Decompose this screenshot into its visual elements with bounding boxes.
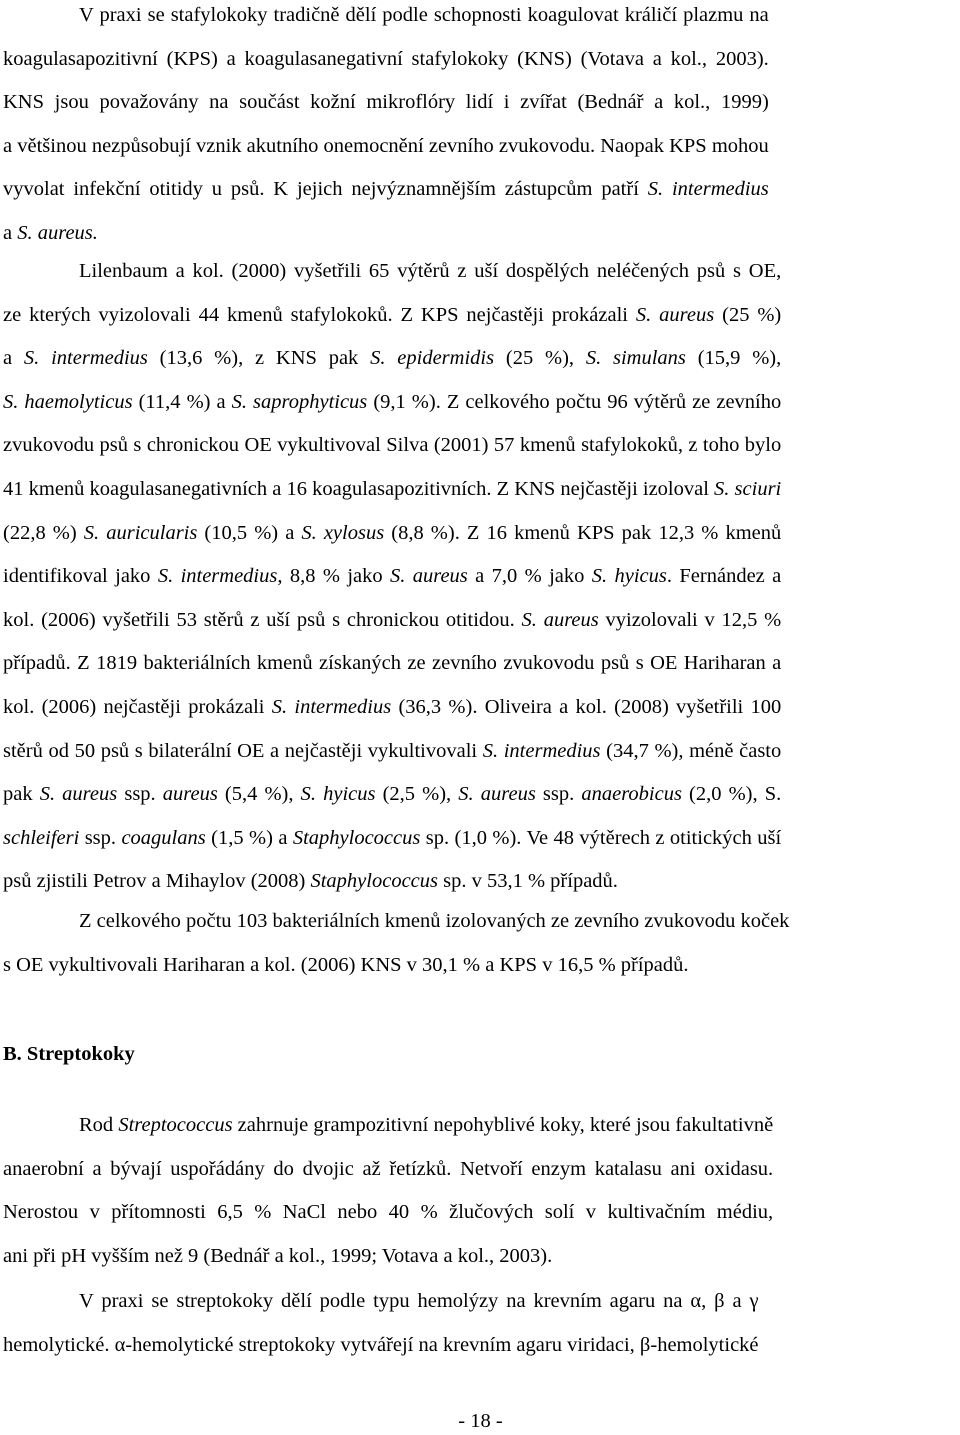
text-line: ani při pH vyšším než 9 (Bednář a kol., 1999; Votava a kol., 2003). — [3, 1244, 553, 1267]
text-line: vyvolat infekční otitidy u psů. K jejich nejvýznamnějším zástupcům patří S. intermedius — [3, 178, 769, 201]
text-line: s OE vykultivovali Hariharan a kol. (2006) KNS v 30,1 % a KPS v 16,5 % případů. — [3, 953, 689, 976]
text-line: Nerostou v přítomnosti 6,5 % NaCl nebo 40 % žlučových solí v kultivačním médiu, — [3, 1201, 774, 1224]
text-line: KNS jsou považovány na součást kožní mikroflóry lidí i zvířat (Bednář a kol., 1999) — [3, 91, 769, 114]
text-line: V praxi se streptokoky dělí podle typu hemolýzy na krevním agaru na α, β a γ — [79, 1290, 759, 1312]
text-line: Z celkového počtu 103 bakteriálních kmenů izolovaných ze zevního zvukovodu koček — [79, 910, 790, 932]
text-line: ze kterých vyizolovali 44 kmenů stafylokoků. Z KPS nejčastěji prokázali S. aureus (25 %) — [3, 303, 782, 326]
text-line: identifikoval jako S. intermedius, 8,8 % jako S. aureus a 7,0 % jako S. hyicus. Fernández a — [3, 565, 782, 588]
text-line: koagulasapozitivní (KPS) a koagulasanegativní stafylokoky (KNS) (Votava a kol., 2003). — [3, 47, 769, 70]
text-line: a S. aureus. — [3, 221, 98, 244]
text-line: zvukovodu psů s chronickou OE vykultivoval Silva (2001) 57 kmenů stafylokoků, z toho bylo — [3, 434, 782, 457]
text-line: a S. intermedius (13,6 %), z KNS pak S. epidermidis (25 %), S. simulans (15,9 %), — [3, 347, 782, 370]
text-line: kol. (2006) vyšetřili 53 stěrů z uší psů s chronickou otitidou. S. aureus vyizolovali v 12,5 % — [3, 608, 782, 631]
text-line: stěrů od 50 psů s bilaterální OE a nejčastěji vykultivovali S. intermedius (34,7 %), méně často — [3, 739, 782, 762]
text-line: anaerobní a bývají uspořádány do dvojic až řetízků. Netvoří enzym katalasu ani oxidasu. — [3, 1157, 774, 1180]
text-line: V praxi se stafylokoky tradičně dělí podle schopnosti koagulovat králičí plazmu na — [79, 4, 769, 26]
text-line: Rod Streptococcus zahrnuje grampozitivní nepohyblivé koky, které jsou fakultativně — [79, 1114, 774, 1136]
text-line: 41 kmenů koagulasanegativních a 16 koagulasapozitivních. Z KNS nejčastěji izoloval S. sciuri — [3, 477, 782, 500]
text-line: kol. (2006) nejčastěji prokázali S. intermedius (36,3 %). Oliveira a kol. (2008) vyšetřili 100 — [3, 695, 782, 718]
section-heading: B. Streptokoky — [3, 1043, 135, 1065]
paragraph-streptococcus-description — [3, 1104, 773, 1278]
page-number: - 18 - — [458, 1410, 503, 1432]
paragraph-streptococcus-hemolysis — [3, 1280, 759, 1367]
text-line: případů. Z 1819 bakteriálních kmenů získaných ze zevního zvukovodu psů s OE Hariharan a — [3, 652, 782, 675]
paragraph-staphylococci-classification — [3, 0, 769, 256]
paragraph-cats-otitis — [3, 900, 789, 987]
text-line: a většinou nezpůsobují vznik akutního onemocnění zevního zvukovodu. Naopak KPS mohou — [3, 134, 769, 157]
text-line: schleiferi ssp. coagulans (1,5 %) a Staphylococcus sp. (1,0 %). Ve 48 výtěrech z otitických uší — [3, 826, 782, 849]
text-line: Lilenbaum a kol. (2000) vyšetřili 65 výtěrů z uší dospělých neléčených psů s OE, — [79, 260, 782, 282]
text-line: S. haemolyticus (11,4 %) a S. saprophyticus (9,1 %). Z celkového počtu 96 výtěrů ze zevního — [3, 390, 782, 413]
text-line: psů zjistili Petrov a Mihaylov (2008) Staphylococcus sp. v 53,1 % případů. — [3, 870, 618, 893]
text-line: (22,8 %) S. auricularis (10,5 %) a S. xylosus (8,8 %). Z 16 kmenů KPS pak 12,3 % kmenů — [3, 521, 782, 544]
text-line: hemolytické. α-hemolytické streptokoky vytvářejí na krevním agaru viridaci, β-hemolytické — [3, 1333, 759, 1356]
text-line: pak S. aureus ssp. aureus (5,4 %), S. hyicus (2,5 %), S. aureus ssp. anaerobicus (2,0 %), S. — [3, 783, 782, 806]
paragraph-staphylococci-studies — [3, 250, 781, 904]
